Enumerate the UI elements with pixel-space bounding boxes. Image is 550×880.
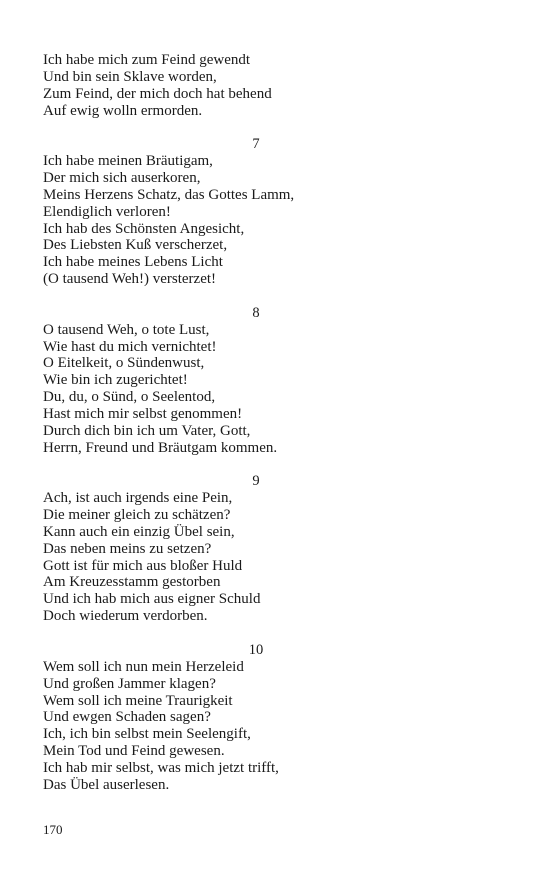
verse-line: Wem soll ich nun mein Herzeleid	[43, 658, 244, 675]
verse-line: Die meiner gleich zu schätzen?	[43, 507, 231, 524]
verse-line: Und ich hab mich aus eigner Schuld	[43, 591, 261, 608]
stanza-7	[43, 136, 473, 288]
verse-line: Meins Herzens Schatz, das Gottes Lamm,	[43, 186, 295, 203]
verse-line: Hast mich mir selbst genommen!	[43, 405, 243, 422]
verse-line: Ich habe meinen Bräutigam,	[43, 153, 213, 170]
verse-line: Wem soll ich meine Traurigkeit	[43, 692, 233, 709]
verse-line: Ich hab des Schönsten Angesicht,	[43, 220, 245, 237]
verse-line: Das neben meins zu setzen?	[43, 540, 212, 557]
stanza-10	[43, 642, 473, 794]
stanza-number: 10	[248, 642, 264, 659]
stanza-8	[43, 305, 473, 457]
verse-line: Ich habe meines Lebens Licht	[43, 254, 223, 271]
page-number: 170	[43, 822, 63, 837]
verse-line: Wie hast du mich vernichtet!	[43, 338, 217, 355]
stanza-number: 8	[252, 304, 260, 321]
verse-line: Ich hab mir selbst, was mich jetzt trifft,	[43, 759, 279, 776]
verse-line: Ich habe mich zum Feind gewendt	[43, 52, 251, 68]
verse-line: Und großen Jammer klagen?	[43, 675, 216, 692]
stanza-6-continued	[43, 52, 473, 119]
verse-line: Kann auch ein einzig Übel sein,	[43, 523, 235, 540]
stanza-9	[43, 473, 473, 625]
verse-line: Doch wiederum verdorben.	[43, 608, 208, 625]
verse-line: Auf ewig wolln ermorden.	[43, 102, 203, 119]
verse-line: O tausend Weh, o tote Lust,	[43, 321, 210, 338]
verse-line: Ich, ich bin selbst mein Seelengift,	[43, 726, 251, 743]
verse-line: Der mich sich auserkoren,	[43, 170, 201, 187]
verse-line: Am Kreuzesstamm gestorben	[43, 574, 221, 591]
verse-line: Durch dich bin ich um Vater, Gott,	[43, 422, 251, 439]
verse-line: Das Übel auserlesen.	[43, 776, 170, 793]
stanza-number: 7	[252, 136, 260, 153]
verse-line: Wie bin ich zugerichtet!	[43, 372, 188, 389]
verse-line: O Eitelkeit, o Sündenwust,	[43, 355, 205, 372]
verse-line: Mein Tod und Feind gewesen.	[43, 743, 225, 760]
verse-line: Elendiglich verloren!	[43, 203, 171, 220]
verse-line: Gott ist für mich aus bloßer Huld	[43, 557, 243, 574]
verse-line: Und ewgen Schaden sagen?	[43, 709, 211, 726]
verse-line: (O tausend Weh!) versterzet!	[43, 271, 217, 288]
poem-text	[43, 52, 473, 811]
stanza-number: 9	[252, 473, 260, 490]
verse-line: Und bin sein Sklave worden,	[43, 68, 217, 85]
verse-line: Ach, ist auch irgends eine Pein,	[43, 490, 233, 507]
verse-line: Des Liebsten Kuß verscherzet,	[43, 237, 228, 254]
verse-line: Herrn, Freund und Bräutgam kommen.	[43, 439, 278, 456]
verse-line: Du, du, o Sünd, o Seelentod,	[43, 389, 216, 406]
verse-line: Zum Feind, der mich doch hat behend	[43, 85, 272, 102]
